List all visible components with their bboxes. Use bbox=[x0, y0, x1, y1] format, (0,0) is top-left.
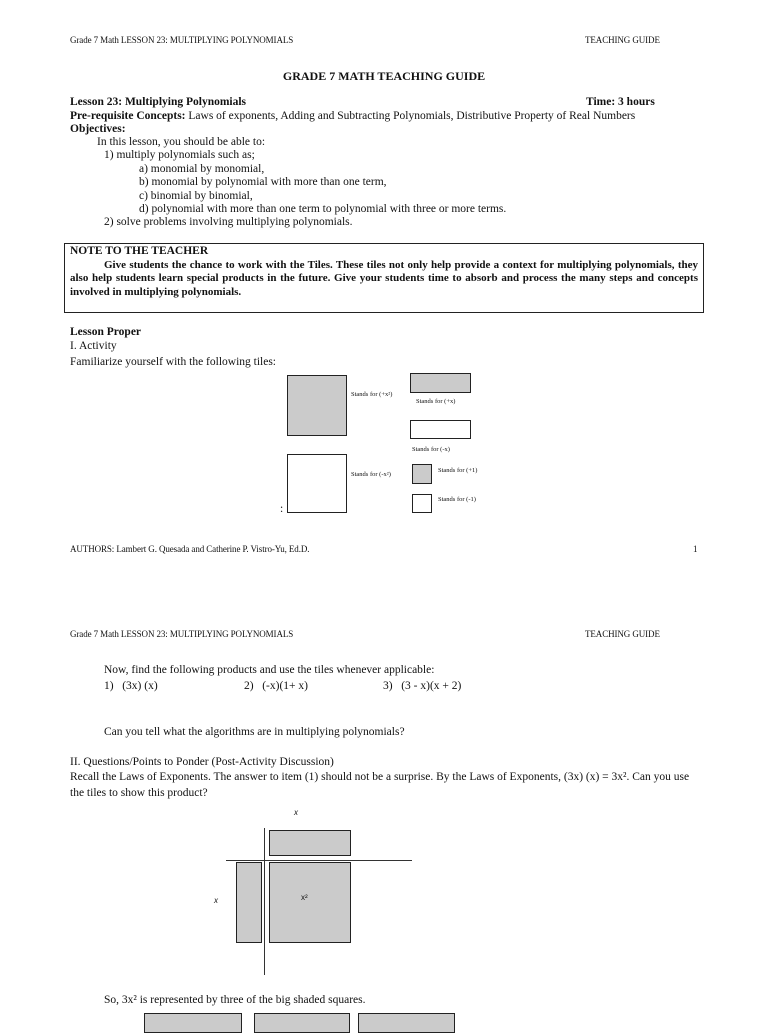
tile-positive-x bbox=[410, 373, 471, 393]
label-positive-x: Stands for (+x) bbox=[416, 398, 456, 405]
tile-negative-one bbox=[412, 494, 432, 513]
page-number: 1 bbox=[693, 544, 698, 554]
page-header-right: TEACHING GUIDE bbox=[585, 35, 660, 45]
section-ii-heading: II. Questions/Points to Ponder (Post-Activity Discussion) bbox=[70, 756, 334, 768]
tile-negative-x-squared bbox=[287, 454, 347, 513]
products-instruction: Now, find the following products and use the tiles whenever applicable: bbox=[104, 664, 435, 676]
recall-line-2: the tiles to show this product? bbox=[70, 787, 208, 799]
bottom-tile-1 bbox=[144, 1013, 242, 1033]
objectives-intro: In this lesson, you should be able to: bbox=[97, 136, 266, 148]
lesson-title: Lesson 23: Multiplying Polynomials bbox=[70, 96, 247, 108]
tile-negative-x bbox=[410, 420, 471, 439]
tile-positive-x-squared bbox=[287, 375, 347, 436]
diagram-top-label: x bbox=[294, 808, 298, 817]
diagram-tile-top-x bbox=[269, 830, 351, 856]
product-item-1: 1) (3x) (x) bbox=[104, 680, 158, 692]
activity-heading: I. Activity bbox=[70, 340, 117, 352]
page-header-right: TEACHING GUIDE bbox=[585, 629, 660, 639]
bottom-tile-3 bbox=[358, 1013, 455, 1033]
objective-1: 1) multiply polynomials such as; bbox=[104, 149, 255, 161]
tile-positive-one bbox=[412, 464, 432, 484]
so-line: So, 3x² is represented by three of the big shaded squares. bbox=[104, 994, 366, 1006]
footer-authors: AUTHORS: Lambert G. Quesada and Catherine P. Vistro-Yu, Ed.D. bbox=[70, 544, 310, 554]
objective-sub-c: c) binomial by binomial, bbox=[139, 190, 253, 202]
lesson-proper-heading: Lesson Proper bbox=[70, 326, 142, 338]
diagram-horizontal-axis bbox=[226, 860, 412, 861]
note-title: NOTE TO THE TEACHER bbox=[70, 245, 209, 257]
objective-sub-b: b) monomial by polynomial with more than one term, bbox=[139, 176, 387, 188]
product-item-3: 3) (3 - x)(x + 2) bbox=[383, 680, 462, 692]
note-body: Give students the chance to work with the Tiles. These tiles not only help provide a context for multiplying polynomials, they also help students learn special products in the future. Give your students time to absorb and process the many steps and concepts involved in multiplying polynomials. bbox=[70, 258, 698, 298]
lesson-time: Time: 3 hours bbox=[586, 96, 655, 108]
prereq-label: Pre-requisite Concepts: bbox=[70, 110, 186, 122]
bottom-tile-2 bbox=[254, 1013, 350, 1033]
recall-line-1: Recall the Laws of Exponents. The answer to item (1) should not be a surprise. By the Laws of Exponents, (3x) (x) = 3x². Can you use bbox=[70, 771, 690, 783]
diagram-left-label: x bbox=[214, 896, 218, 905]
page-header-left: Grade 7 Math LESSON 23: MULTIPLYING POLYNOMIALS bbox=[70, 35, 294, 45]
label-negative-one: Stands for (-1) bbox=[438, 496, 476, 503]
diagram-tile-x-squared bbox=[269, 862, 351, 943]
product-item-2: 2) (-x)(1+ x) bbox=[244, 680, 308, 692]
prerequisites bbox=[70, 110, 635, 124]
page-header-left: Grade 7 Math LESSON 23: MULTIPLYING POLYNOMIALS bbox=[70, 629, 294, 639]
activity-instruction: Familiarize yourself with the following tiles: bbox=[70, 356, 277, 368]
stray-colon: : bbox=[280, 503, 284, 515]
label-negative-x: Stands for (-x) bbox=[412, 446, 450, 453]
document-title: GRADE 7 MATH TEACHING GUIDE bbox=[282, 69, 486, 83]
label-positive-one: Stands for (+1) bbox=[438, 467, 478, 474]
algorithms-question: Can you tell what the algorithms are in multiplying polynomials? bbox=[104, 726, 405, 738]
label-negative-x-squared: Stands for (-x²) bbox=[351, 471, 391, 478]
prereq-text: Laws of exponents, Adding and Subtracting Polynomials, Distributive Property of Real Numbers bbox=[188, 110, 636, 122]
diagram-tile-left-x bbox=[236, 862, 262, 943]
label-positive-x-squared: Stands for (+x²) bbox=[351, 391, 393, 398]
diagram-center-label: x² bbox=[301, 893, 308, 902]
diagram-vertical-axis bbox=[264, 828, 265, 975]
note-to-teacher-box bbox=[64, 243, 704, 313]
objective-sub-a: a) monomial by monomial, bbox=[139, 163, 265, 175]
objective-sub-d: d) polynomial with more than one term to polynomial with three or more terms. bbox=[139, 203, 507, 215]
objective-2: 2) solve problems involving multiplying polynomials. bbox=[104, 216, 353, 228]
objectives-label: Objectives: bbox=[70, 123, 126, 135]
